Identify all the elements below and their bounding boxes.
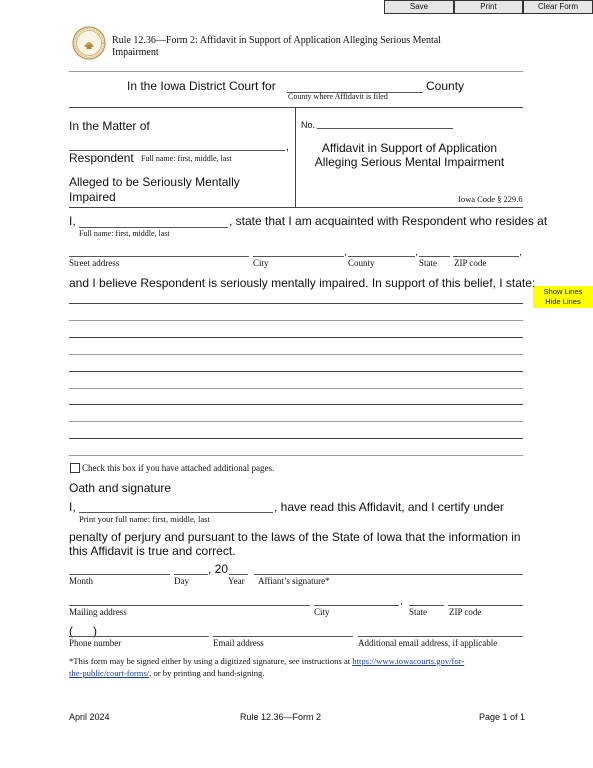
- save-button[interactable]: Save: [384, 0, 454, 14]
- signature-field[interactable]: [254, 574, 523, 575]
- month-field[interactable]: [69, 574, 170, 575]
- form-title: Rule 12.36—Form 2: Affidavit in Support of Application Alleging Serious Mental: [112, 35, 441, 46]
- court-forms-link[interactable]: https://www.iowacourts.gov/for-: [352, 656, 465, 666]
- perjury-line1: penalty of perjury and pursuant to the laws of the State of Iowa that the information in: [69, 530, 521, 544]
- label-email: Email address: [213, 638, 264, 648]
- footnote-text: *This form may be signed either by using a digitized signature, see instructions at: [69, 656, 353, 666]
- resp-city-field[interactable]: [253, 256, 344, 257]
- comma-1: ,: [344, 247, 347, 258]
- phone-field[interactable]: [69, 636, 209, 637]
- label-street: Street address: [69, 258, 120, 268]
- matter-label: In the Matter of: [69, 119, 150, 133]
- email-field[interactable]: [213, 636, 353, 637]
- label-month: Month: [69, 576, 94, 586]
- court-suffix: County: [426, 79, 465, 93]
- label-signature: Affiant’s signature*: [258, 576, 330, 586]
- label-mailing-zip: ZIP code: [449, 607, 482, 617]
- oath-certify: , have read this Affidavit, and I certify under: [274, 500, 504, 514]
- affidavit-title-2: Alleging Serious Mental Impairment: [314, 155, 505, 169]
- clear-form-button[interactable]: Clear Form: [523, 0, 593, 14]
- resp-state-field[interactable]: [419, 256, 450, 257]
- oath-name-field[interactable]: [79, 512, 273, 513]
- mailing-city-field[interactable]: [314, 605, 399, 606]
- comma-3: ,: [519, 247, 522, 258]
- day-field[interactable]: [174, 574, 208, 575]
- case-number-label: No.: [301, 120, 316, 130]
- label-mailing-state: State: [409, 607, 427, 617]
- alleged-label: Alleged to be Seriously Mentally Impaired: [69, 175, 240, 204]
- resp-zip-field[interactable]: [453, 256, 519, 257]
- iowa-code-ref: Iowa Code § 229.6: [458, 194, 523, 204]
- case-number-field[interactable]: [317, 128, 453, 129]
- label-county: County: [348, 258, 375, 268]
- comma-2: ,: [415, 247, 418, 258]
- oath-heading: Oath and signature: [69, 481, 172, 495]
- perjury-line2: this Affidavit is true and correct.: [69, 544, 236, 558]
- belief-statement: and I believe Respondent is seriously mentally impaired. In support of this belief, I state:: [69, 276, 536, 290]
- year-field[interactable]: [229, 574, 248, 575]
- iowa-courts-seal-icon: [72, 26, 106, 60]
- affidavit-title-1: Affidavit in Support of Application: [321, 141, 498, 155]
- attached-pages-checkbox[interactable]: [70, 463, 80, 473]
- resp-county-field[interactable]: [348, 256, 415, 257]
- respondent-label: Respondent: [69, 151, 134, 165]
- statement-i: I,: [69, 214, 76, 228]
- email2-field[interactable]: [358, 636, 523, 637]
- phone-area-code: ( ): [69, 624, 97, 638]
- resp-street-field[interactable]: [69, 256, 249, 257]
- label-phone: Phone number: [69, 638, 122, 648]
- affiant-name-hint: Full name: first, middle, last: [79, 229, 170, 238]
- oath-name-hint: Print your full name: first, middle, last: [79, 514, 210, 524]
- county-caption: County where Affidavit is filed: [288, 92, 388, 101]
- label-email2: Additional email address, if applicable: [358, 638, 498, 648]
- signature-footnote: [69, 655, 525, 679]
- footnote-text-end: , or by printing and hand-signing.: [149, 668, 265, 678]
- label-year: Year: [228, 576, 245, 586]
- attached-pages-label: Check this box if you have attached additional pages.: [82, 463, 275, 473]
- court-prefix: In the Iowa District Court for: [127, 79, 276, 93]
- oath-i: I,: [69, 500, 76, 514]
- mailing-zip-field[interactable]: [448, 605, 523, 606]
- footer-rule: Rule 12.36—Form 2: [240, 712, 322, 722]
- hide-lines-button[interactable]: Hide Lines: [545, 297, 581, 306]
- comma-4: ,: [400, 596, 403, 607]
- statement-acquainted: , state that I am acquainted with Respondent who resides at: [229, 214, 548, 228]
- year-prefix: , 20: [208, 562, 229, 576]
- label-mailing: Mailing address: [69, 607, 127, 617]
- respondent-hint: Full name: first, middle, last: [141, 154, 232, 163]
- mailing-state-field[interactable]: [409, 605, 444, 606]
- footer-page: Page 1 of 1: [479, 712, 526, 722]
- print-button[interactable]: Print: [454, 0, 523, 14]
- court-forms-link-cont[interactable]: the-public/court-forms/: [69, 668, 150, 678]
- label-day: Day: [174, 576, 189, 586]
- label-zip: ZIP code: [454, 258, 487, 268]
- footer-date: April 2024: [69, 712, 110, 722]
- label-city: City: [253, 258, 269, 268]
- label-mailing-city: City: [314, 607, 330, 617]
- affiant-name-field[interactable]: [79, 227, 228, 228]
- label-state: State: [419, 258, 437, 268]
- show-lines-button[interactable]: Show Lines: [543, 287, 583, 296]
- mailing-address-field[interactable]: [69, 605, 310, 606]
- form-title-line2: Impairment: [112, 47, 159, 58]
- respondent-comma: ,: [286, 141, 290, 153]
